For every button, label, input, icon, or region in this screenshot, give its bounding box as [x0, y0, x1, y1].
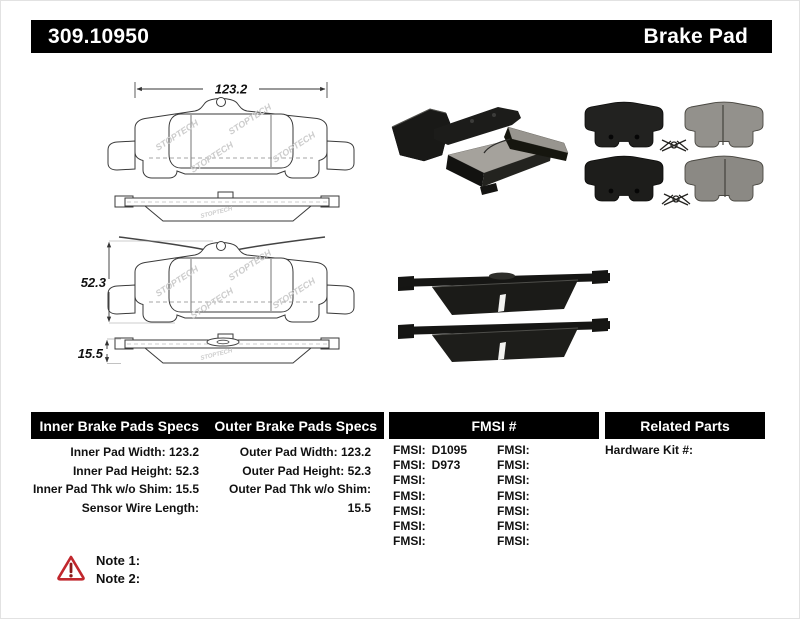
stoptech-watermark: STOPTECH [188, 285, 236, 321]
edge-view-top-drawing [115, 192, 339, 221]
related-parts-table-header: Related Parts [605, 412, 765, 439]
technical-drawing [63, 71, 363, 386]
stoptech-watermark: STOPTECH [270, 129, 318, 165]
fmsi-row: FMSI: [497, 473, 530, 488]
fmsi-column-2 [497, 443, 597, 549]
spring-clip [662, 194, 690, 205]
note-1-label: Note 1: [96, 553, 141, 568]
fmsi-row: FMSI: [393, 488, 426, 503]
spec-row: Inner Pad Width: 123.2 [70, 445, 199, 459]
fmsi-table-header: FMSI # [389, 412, 599, 439]
product-photo-angled [384, 99, 579, 204]
fmsi-row: FMSI: [497, 534, 530, 549]
stoptech-watermark: STOPTECH [226, 247, 274, 283]
fmsi-row: FMSI: [497, 503, 530, 518]
outer-specs-header: Outer Brake Pads Specs [214, 417, 378, 434]
inner-specs-column [31, 443, 199, 517]
page-title: Brake Pad [643, 24, 748, 48]
stoptech-watermark: STOPTECH [226, 101, 274, 137]
note-2-label: Note 2: [96, 571, 141, 586]
fmsi-row: FMSI: [497, 519, 530, 534]
related-parts-column [605, 443, 775, 457]
spec-row: Inner Pad Thk w/o Shim: 15.5 [32, 482, 199, 496]
stoptech-watermark: STOPTECH [200, 206, 234, 220]
edge-pad-photo [398, 270, 610, 315]
width-dimension-label: 123.2 [214, 81, 248, 97]
fmsi-row: FMSI: [393, 519, 426, 534]
product-photo-edge-pair [394, 265, 614, 367]
part-number: 309.10950 [48, 24, 150, 48]
fmsi-column-1 [393, 443, 493, 549]
fmsi-row: FMSI: [393, 473, 426, 488]
height-dimension-label: 52.3 [80, 275, 106, 290]
stoptech-watermark: STOPTECH [153, 263, 201, 299]
outer-specs-column [203, 443, 371, 517]
stoptech-watermark: STOPTECH [270, 275, 318, 311]
fmsi-row: FMSI: [393, 534, 426, 549]
fmsi-row: FMSI: [393, 503, 426, 518]
fmsi-row: FMSI: D973 [393, 458, 461, 473]
front-view-drawing [108, 82, 354, 179]
spring-clip [660, 140, 688, 151]
fmsi-row: FMSI: D1095 [393, 443, 468, 457]
edge-pad-photo [398, 318, 610, 362]
inner-specs-header: Inner Brake Pads Specs [39, 417, 200, 434]
spec-row: Outer Pad Thk w/o Shim: 15.5 [228, 482, 371, 515]
fmsi-row: FMSI: [497, 488, 530, 503]
spec-row: Outer Pad Height: 52.3 [242, 463, 371, 478]
thickness-dimension-label: 15.5 [77, 346, 103, 361]
front-view-with-clip-drawing [81, 237, 354, 323]
fmsi-row: FMSI: [497, 458, 530, 473]
stoptech-watermark: STOPTECH [188, 139, 236, 175]
fmsi-row: FMSI: [497, 443, 530, 457]
specs-table-header [31, 412, 384, 439]
warning-triangle-icon [57, 554, 85, 581]
edge-view-bottom-drawing [78, 334, 339, 364]
header-bar [31, 20, 772, 53]
product-photo-front-back [579, 93, 774, 208]
spec-row: Sensor Wire Length: [81, 500, 199, 515]
stoptech-watermark: STOPTECH [200, 348, 234, 362]
spec-row: Inner Pad Height: 52.3 [72, 463, 199, 478]
related-part-row: Hardware Kit #: [605, 443, 694, 457]
stoptech-watermark: STOPTECH [153, 117, 201, 153]
spec-row: Outer Pad Width: 123.2 [239, 445, 371, 459]
